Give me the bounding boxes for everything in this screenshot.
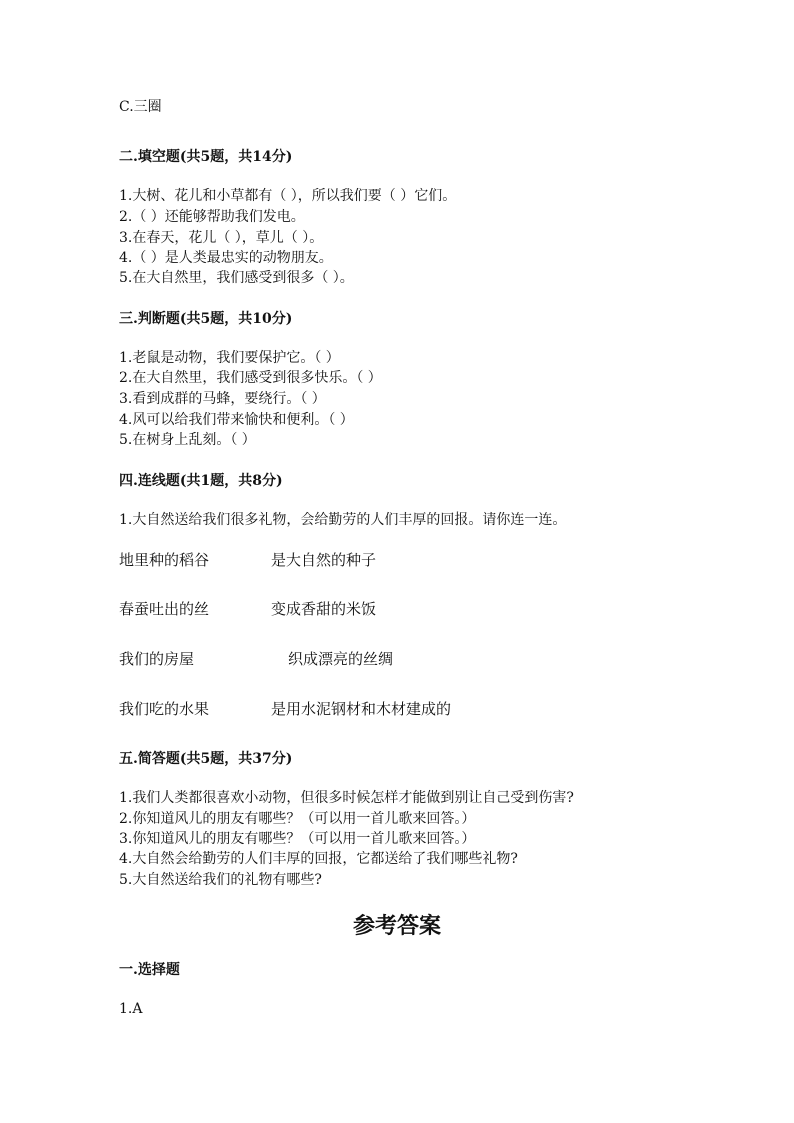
match-right-4: 是用水泥钢材和木材建成的	[271, 700, 452, 718]
judge-question-1: 1.老鼠是动物，我们要保护它。（ ）	[119, 350, 340, 366]
match-left-4: 我们吃的水果	[119, 700, 210, 718]
short-question-4: 4.大自然会给勤劳的人们丰厚的回报，它都送给了我们哪些礼物?	[119, 851, 518, 867]
choice-option-c: C.三圈	[119, 99, 162, 115]
short-question-5: 5.大自然送给我们的礼物有哪些?	[119, 872, 322, 888]
fill-question-1: 1.大树、花儿和小草都有（ ），所以我们要（ ）它们。	[119, 188, 457, 204]
judge-question-2: 2.在大自然里，我们感受到很多快乐。（ ）	[119, 370, 382, 386]
match-left-2: 春蚕吐出的丝	[119, 600, 210, 618]
short-question-1: 1.我们人类都很喜欢小动物，但很多时候怎样才能做到别让自己受到伤害?	[119, 790, 574, 806]
judge-question-4: 4.风可以给我们带来愉快和便利。（ ）	[119, 412, 354, 428]
match-right-1: 是大自然的种子	[271, 551, 377, 569]
answer-key-title: 参考答案	[352, 913, 441, 939]
judge-question-3: 3.看到成群的马蜂，要绕行。（ ）	[119, 391, 326, 407]
section-title-short: 五.简答题(共5题，共37分)	[119, 751, 293, 767]
section-title-judge: 三.判断题(共5题，共10分)	[119, 311, 293, 327]
section-title-fill: 二.填空题(共5题，共14分)	[119, 149, 293, 165]
fill-question-2: 2.（ ）还能够帮助我们发电。	[119, 209, 305, 225]
section-title-match: 四.连线题(共1题，共8分)	[119, 473, 283, 489]
fill-question-5: 5.在大自然里，我们感受到很多（ ）。	[119, 270, 354, 286]
match-right-3: 织成漂亮的丝绸	[288, 650, 394, 668]
match-left-3: 我们的房屋	[119, 650, 195, 668]
match-instruction: 1.大自然送给我们很多礼物，会给勤劳的人们丰厚的回报。请你连一连。	[119, 512, 567, 528]
short-question-2: 2.你知道风儿的朋友有哪些？（可以用一首儿歌来回答。）	[119, 811, 476, 827]
match-right-2: 变成香甜的米饭	[271, 600, 377, 618]
fill-question-4: 4.（ ）是人类最忠实的动物朋友。	[119, 250, 333, 266]
short-question-3: 3.你知道风儿的朋友有哪些？（可以用一首儿歌来回答。）	[119, 831, 476, 847]
fill-question-3: 3.在春天，花儿（ ），草儿（ ）。	[119, 230, 324, 246]
match-left-1: 地里种的稻谷	[119, 551, 210, 569]
answer-item-1: 1.A	[119, 1001, 143, 1017]
judge-question-5: 5.在树身上乱刻。（ ）	[119, 432, 256, 448]
answer-section-title: 一.选择题	[119, 962, 180, 978]
